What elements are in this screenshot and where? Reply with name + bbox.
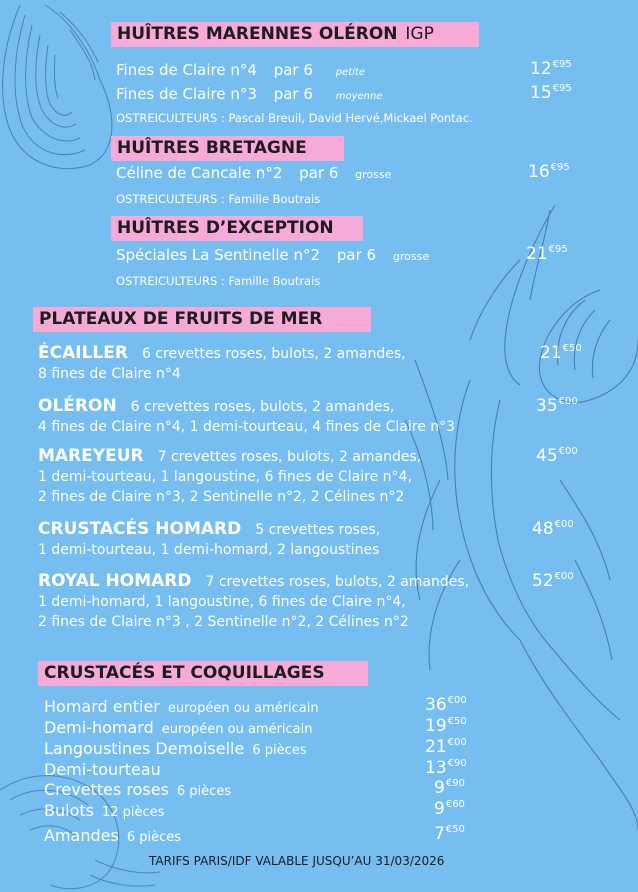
platter-item — [38, 396, 455, 437]
item-price — [532, 519, 574, 539]
section-title: CRUSTACÉS ET COQUILLAGES — [44, 663, 325, 683]
item-size: moyenne — [335, 91, 383, 102]
price-cents: €90 — [447, 758, 467, 769]
price-cents: €00 — [447, 737, 467, 748]
item-name: Langoustines Demoiselle — [44, 739, 245, 758]
producers-line: OSTREICULTEURS : Famille Boutrais — [116, 274, 321, 288]
price-euros: 21 — [425, 737, 447, 757]
item-size: grosse — [392, 250, 430, 263]
price-euros: 9 — [434, 799, 445, 819]
item-quantity: par 6 — [273, 85, 313, 103]
price-euros: 36 — [425, 695, 447, 715]
platter-line: 8 fines de Claire n°4 — [38, 366, 181, 382]
price-cents: €95 — [552, 59, 572, 70]
item-detail: européen ou américain — [167, 701, 319, 716]
item-detail: 6 pièces — [252, 743, 307, 758]
price-euros: 21 — [540, 343, 562, 363]
menu-item — [44, 697, 319, 716]
item-name: Demi-homard — [44, 718, 154, 737]
item-quantity: par 6 — [299, 164, 339, 182]
platter-name: ROYAL HOMARD — [38, 571, 192, 591]
menu-item — [116, 85, 382, 103]
item-price — [526, 244, 568, 264]
price-cents: €00 — [558, 396, 578, 407]
item-quantity: par 6 — [336, 246, 377, 264]
price-cents: €50 — [562, 343, 582, 354]
item-name: Demi-tourteau — [44, 760, 161, 779]
price-cents: €00 — [554, 519, 574, 530]
price-cents: €60 — [445, 799, 465, 810]
menu-item — [44, 760, 169, 779]
menu-item — [116, 246, 429, 264]
platter-line: 6 crevettes roses, bulots, 2 amandes, — [141, 346, 406, 362]
price-cents: €00 — [447, 695, 467, 706]
item-price — [530, 59, 572, 79]
igp-label: IGP — [405, 24, 434, 44]
section-header-marennes — [111, 22, 479, 47]
platter-item — [38, 519, 380, 560]
price-cents: €95 — [550, 162, 570, 173]
item-size: grosse — [355, 168, 392, 181]
price-euros: 12 — [530, 59, 552, 79]
menu-item — [116, 61, 365, 79]
platter-line: 1 demi-homard, 1 langoustine, 6 fines de Claire n°4, — [38, 594, 406, 610]
platter-item — [38, 446, 421, 507]
platter-line: 7 crevettes roses, bulots, 2 amandes, — [205, 574, 470, 590]
price-cents: €90 — [445, 778, 465, 789]
price-cents: €95 — [548, 244, 568, 255]
price-cents: €50 — [445, 824, 465, 835]
item-price — [425, 737, 467, 757]
platter-line: 2 fines de Claire n°3, 2 Sentinelle n°2, 2 Célines n°2 — [38, 489, 405, 505]
item-price — [536, 446, 578, 466]
price-euros: 15 — [530, 83, 552, 103]
platter-line: 1 demi-tourteau, 1 demi-homard, 2 langoustines — [38, 542, 380, 558]
item-price — [434, 778, 465, 798]
platter-item — [38, 571, 469, 632]
item-name: Fines de Claire n°3 — [116, 85, 257, 103]
item-price — [434, 824, 465, 844]
item-price — [425, 716, 467, 736]
platter-line: 6 crevettes roses, bulots, 2 amandes, — [130, 399, 395, 415]
item-price — [530, 83, 572, 103]
platter-name: CRUSTACÉS HOMARD — [38, 519, 242, 539]
price-euros: 19 — [425, 716, 447, 736]
platter-name: MAREYEUR — [38, 446, 144, 466]
section-header-exception — [111, 216, 363, 241]
validity-footer: TARIFS PARIS/IDF VALABLE JUSQU’AU 31/03/2026 — [149, 854, 445, 868]
item-price — [532, 571, 574, 591]
price-euros: 7 — [434, 824, 445, 844]
platter-line: 2 fines de Claire n°3 , 2 Sentinelle n°2, 2 Célines n°2 — [38, 614, 409, 630]
item-price — [425, 695, 467, 715]
item-detail: 6 pièces — [176, 784, 232, 799]
price-euros: 45 — [536, 446, 558, 466]
menu-item — [44, 718, 313, 737]
price-cents: €50 — [447, 716, 467, 727]
section-title: HUÎTRES MARENNES OLÉRON — [117, 24, 398, 44]
platter-name: OLÉRON — [38, 396, 117, 416]
item-name: Spéciales La Sentinelle n°2 — [116, 246, 321, 264]
producers-line: OSTREICULTEURS : Pascal Breuil, David Hervé,Mickael Pontac. — [116, 111, 473, 125]
item-price — [528, 162, 570, 182]
item-quantity: par 6 — [273, 61, 313, 79]
menu-item — [44, 826, 181, 845]
price-euros: 16 — [528, 162, 550, 182]
item-size: petite — [335, 67, 365, 78]
section-header-bretagne — [111, 136, 344, 161]
section-header-plateaux — [33, 307, 371, 332]
price-cents: €00 — [554, 571, 574, 582]
price-euros: 52 — [532, 571, 554, 591]
item-name: Fines de Claire n°4 — [116, 61, 257, 79]
platter-line: 1 demi-tourteau, 1 langoustine, 6 fines de Claire n°4, — [38, 469, 412, 485]
item-name: Amandes — [44, 826, 119, 845]
menu-item — [44, 801, 164, 820]
platter-line: 7 crevettes roses, bulots, 2 amandes, — [157, 449, 422, 465]
price-euros: 13 — [425, 758, 447, 778]
oyster-shell-illustration — [3, 5, 112, 169]
section-title: HUÎTRES BRETAGNE — [117, 138, 307, 158]
item-name: Homard entier — [44, 697, 160, 716]
section-title: PLATEAUX DE FRUITS DE MER — [39, 309, 323, 329]
section-title: HUÎTRES D’EXCEPTION — [117, 218, 334, 238]
item-price — [540, 343, 582, 363]
item-detail: 12 pièces — [101, 805, 165, 820]
platter-line: 4 fines de Claire n°4, 1 demi-tourteau, 4 fines de Claire n°3 — [38, 419, 456, 435]
item-price — [536, 396, 578, 416]
price-cents: €00 — [558, 446, 578, 457]
platter-line: 5 crevettes roses, — [255, 522, 381, 538]
section-header-crustaces — [38, 661, 368, 686]
price-euros: 35 — [536, 396, 558, 416]
price-cents: €95 — [552, 83, 572, 94]
item-price — [434, 799, 465, 819]
item-name: Céline de Cancale n°2 — [116, 164, 283, 182]
item-name: Crevettes roses — [44, 780, 169, 799]
price-euros: 48 — [532, 519, 554, 539]
platter-name: ÉCAILLER — [38, 343, 128, 363]
menu-item — [44, 739, 307, 758]
platter-item — [38, 343, 406, 384]
item-name: Bulots — [44, 801, 94, 820]
item-price — [425, 758, 467, 778]
producers-line: OSTREICULTEURS : Famille Boutrais — [116, 192, 321, 206]
item-detail: 6 pièces — [126, 830, 181, 845]
price-euros: 9 — [434, 778, 445, 798]
price-euros: 21 — [526, 244, 548, 264]
item-detail: européen ou américain — [161, 722, 313, 737]
menu-item — [44, 780, 231, 799]
menu-item — [116, 164, 391, 182]
